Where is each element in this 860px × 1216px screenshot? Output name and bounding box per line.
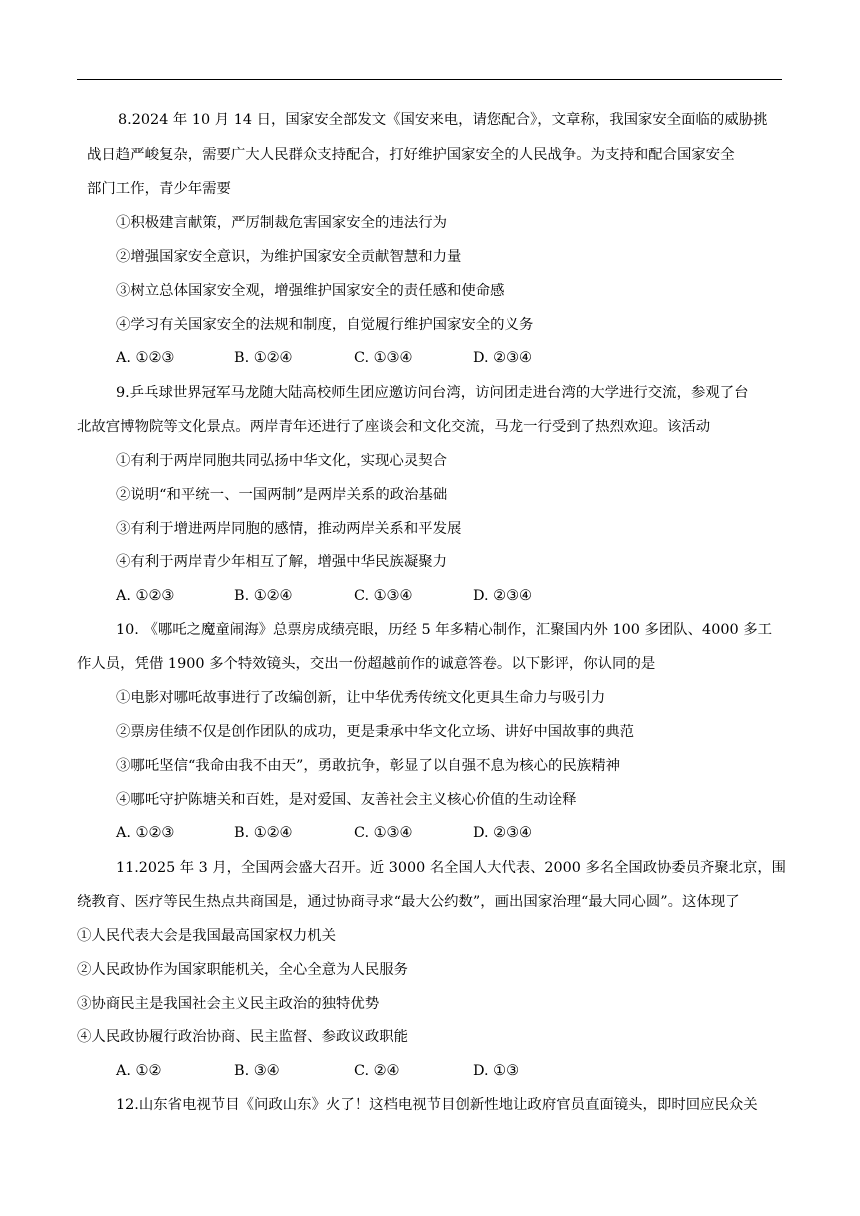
statement-item: ③树立总体国家安全观，增强维护国家安全的责任感和使命感 bbox=[116, 283, 505, 299]
option-a[interactable]: A. ①②③ bbox=[116, 825, 175, 841]
question-stem-line: 8.2024 年 10 月 14 日，国家安全部发文《国安来电，请您配合》，文章称，我国家安全面临的威胁挑 bbox=[118, 112, 768, 128]
statement-item: ②票房佳绩不仅是创作团队的成功，更是秉承中华文化立场、讲好中国故事的典范 bbox=[116, 724, 635, 740]
statement-item: ④有利于两岸青少年相互了解，增强中华民族凝聚力 bbox=[116, 554, 447, 570]
option-d[interactable]: D. ②③④ bbox=[473, 350, 532, 366]
option-c[interactable]: C. ①③④ bbox=[354, 350, 413, 366]
question-stem-line: 11.2025 年 3 月，全国两会盛大召开。近 3000 名全国人大代表、2000 多名全国政协委员齐聚北京，围 bbox=[116, 860, 787, 876]
statement-item: ③协商民主是我国社会主义民主政治的独特优势 bbox=[77, 996, 380, 1012]
statement-item: ④人民政协履行政治协商、民主监督、参政议政职能 bbox=[77, 1029, 408, 1045]
statement-item: ②人民政协作为国家职能机关，全心全意为人民服务 bbox=[77, 962, 408, 978]
question-stem-line: 9.乒乓球世界冠军马龙随大陆高校师生团应邀访问台湾，访问团走进台湾的大学进行交流，参观了台 bbox=[116, 385, 749, 401]
option-b[interactable]: B. ①②④ bbox=[234, 588, 293, 604]
option-b[interactable]: B. ③④ bbox=[234, 1063, 280, 1079]
question-stem-line: 绕教育、医疗等民生热点共商国是，通过协商寻求“最大公约数”，画出国家治理“最大同心圆”。这体现了 bbox=[77, 894, 740, 910]
option-a[interactable]: A. ①② bbox=[116, 1063, 162, 1079]
question-stem-line: 10. 《哪吒之魔童闹海》总票房成绩亮眼，历经 5 年多精心制作，汇聚国内外 100 多团队、4000 多工 bbox=[116, 622, 773, 638]
statement-item: ②增强国家安全意识，为维护国家安全贡献智慧和力量 bbox=[116, 249, 462, 265]
question-stem-line: 作人员，凭借 1900 多个特效镜头，交出一份超越前作的诚意答卷。以下影评，你认同的是 bbox=[77, 656, 656, 672]
statement-item: ①积极建言献策，严厉制裁危害国家安全的违法行为 bbox=[116, 215, 447, 231]
option-c[interactable]: C. ①③④ bbox=[354, 588, 413, 604]
statement-item: ③有利于增进两岸同胞的感情，推动两岸关系和平发展 bbox=[116, 521, 462, 537]
question-stem-line: 战日趋严峻复杂，需要广大人民群众支持配合，打好维护国家安全的人民战争。为支持和配合国家安全 bbox=[87, 147, 735, 163]
statement-item: ①有利于两岸同胞共同弘扬中华文化，实现心灵契合 bbox=[116, 453, 447, 469]
option-c[interactable]: C. ①③④ bbox=[354, 825, 413, 841]
question-stem-line: 北故宫博物院等文化景点。两岸青年还进行了座谈会和文化交流，马龙一行受到了热烈欢迎。该活动 bbox=[77, 419, 711, 435]
option-d[interactable]: D. ②③④ bbox=[473, 588, 532, 604]
question-stem-line: 12.山东省电视节目《问政山东》火了！这档电视节目创新性地让政府官员直面镜头，即时回应民众关 bbox=[116, 1097, 758, 1113]
statement-item: ②说明“和平统一、一国两制”是两岸关系的政治基础 bbox=[116, 487, 448, 503]
option-d[interactable]: D. ①③ bbox=[473, 1063, 519, 1079]
statement-item: ①电影对哪吒故事进行了改编创新，让中华优秀传统文化更具生命力与吸引力 bbox=[116, 690, 606, 706]
option-b[interactable]: B. ①②④ bbox=[234, 825, 293, 841]
statement-item: ①人民代表大会是我国最高国家权力机关 bbox=[77, 928, 337, 944]
header-rule bbox=[77, 79, 782, 80]
option-a[interactable]: A. ①②③ bbox=[116, 350, 175, 366]
option-c[interactable]: C. ②④ bbox=[354, 1063, 400, 1079]
option-b[interactable]: B. ①②④ bbox=[234, 350, 293, 366]
option-a[interactable]: A. ①②③ bbox=[116, 588, 175, 604]
statement-item: ④哪吒守护陈塘关和百姓，是对爱国、友善社会主义核心价值的生动诠释 bbox=[116, 792, 577, 808]
statement-item: ③哪吒坚信“我命由我不由天”，勇敢抗争，彰显了以自强不息为核心的民族精神 bbox=[116, 758, 620, 774]
option-d[interactable]: D. ②③④ bbox=[473, 825, 532, 841]
statement-item: ④学习有关国家安全的法规和制度，自觉履行维护国家安全的义务 bbox=[116, 317, 534, 333]
question-stem-line: 部门工作，青少年需要 bbox=[87, 181, 231, 197]
